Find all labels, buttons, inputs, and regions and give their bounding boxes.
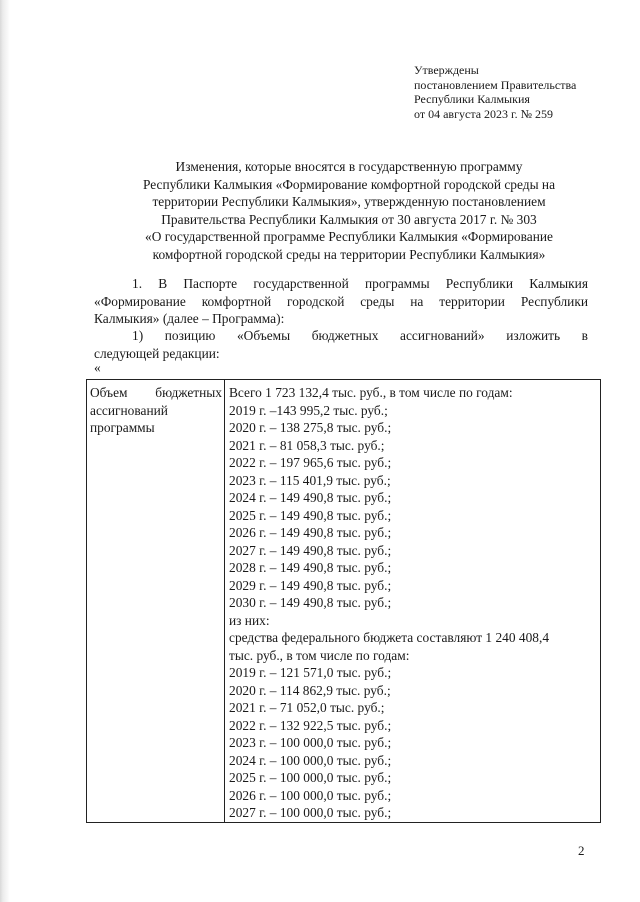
year-line: 2026 г. – 100 000,0 тыс. руб.; xyxy=(229,787,392,803)
year-line: 2022 г. – 197 965,6 тыс. руб.; xyxy=(229,455,392,470)
year-line: 2019 г. – 121 571,0 тыс. руб.; xyxy=(229,665,392,680)
approval-line: Утверждены xyxy=(414,63,479,77)
total-by-year-list xyxy=(229,402,598,612)
year-line: 2030 г. – 149 490,8 тыс. руб.; xyxy=(229,595,392,610)
of-which-line: из них: xyxy=(229,612,270,628)
paragraph-line: «Формирование комфортной городской среды на территории Республики xyxy=(94,293,588,309)
approval-stamp xyxy=(414,63,614,121)
approval-line: от 04 августа 2023 г. № 259 xyxy=(414,106,554,121)
paragraph-line: 1. В Паспорте государственной программы Республики Калмыкия xyxy=(132,276,588,291)
title-line: Республики Калмыкия «Формирование комфортной городской среды на xyxy=(142,176,556,192)
paragraph-line: Калмыкия» (далее – Программа): xyxy=(94,311,285,327)
paragraph-line: 1) позицию «Объемы бюджетных ассигнований» изложить в xyxy=(132,328,588,343)
title-line: комфортной городской среды на территории Республики Калмыкия» xyxy=(152,246,546,262)
section-1-paragraph xyxy=(94,275,588,328)
title-line: «О государственной программе Республики Калмыкия «Формирование xyxy=(145,229,553,245)
year-line: 2023 г. – 100 000,0 тыс. руб.; xyxy=(229,735,392,750)
year-line: 2029 г. – 149 490,8 тыс. руб.; xyxy=(229,577,392,593)
year-line: 2026 г. – 149 490,8 тыс. руб.; xyxy=(229,525,392,540)
document-title xyxy=(110,158,588,264)
budget-label-cell: Объем бюджетных ассигнований программы xyxy=(87,380,225,823)
federal-by-year-list xyxy=(229,664,598,822)
year-line: 2023 г. – 115 401,9 тыс. руб.; xyxy=(229,472,391,488)
scan-edge-shadow xyxy=(0,0,10,902)
year-line: 2022 г. – 132 922,5 тыс. руб.; xyxy=(229,717,392,733)
year-line: 2020 г. – 114 862,9 тыс. руб.; xyxy=(229,682,391,698)
year-line: 2024 г. – 100 000,0 тыс. руб.; xyxy=(229,752,392,768)
year-line: 2024 г. – 149 490,8 тыс. руб.; xyxy=(229,490,392,505)
year-line: 2027 г. – 100 000,0 тыс. руб.; xyxy=(229,805,392,820)
federal-line: средства федерального бюджета составляют 1 240 408,4 xyxy=(229,630,550,645)
year-line: 2021 г. – 71 052,0 тыс. руб.; xyxy=(229,700,385,715)
year-line: 2020 г. – 138 275,8 тыс. руб.; xyxy=(229,420,392,435)
title-line: территории Республики Калмыкия», утвержденную постановлением xyxy=(152,194,546,210)
budget-table xyxy=(86,379,601,823)
budget-value-cell xyxy=(225,380,601,823)
year-line: 2025 г. – 149 490,8 тыс. руб.; xyxy=(229,507,392,523)
year-line: 2021 г. – 81 058,3 тыс. руб.; xyxy=(229,437,385,453)
year-line: 2019 г. –143 995,2 тыс. руб.; xyxy=(229,402,388,418)
title-line: Правительства Республики Калмыкия от 30 августа 2017 г. № 303 xyxy=(161,211,537,227)
approval-line: постановлением Правительства xyxy=(414,77,577,92)
table-row xyxy=(87,380,601,823)
year-line: 2025 г. – 100 000,0 тыс. руб.; xyxy=(229,770,392,785)
year-line: 2027 г. – 149 490,8 тыс. руб.; xyxy=(229,542,392,558)
year-line: 2028 г. – 149 490,8 тыс. руб.; xyxy=(229,560,392,575)
title-line: Изменения, которые вносятся в государственную программу xyxy=(175,159,523,174)
item-1-paragraph xyxy=(94,327,588,362)
page-number: 2 xyxy=(578,843,585,858)
federal-line: тыс. руб., в том числе по годам: xyxy=(229,647,410,663)
opening-quote: « xyxy=(94,360,101,375)
total-line: Всего 1 723 132,4 тыс. руб., в том числе по годам: xyxy=(229,385,513,400)
paragraph-line: следующей редакции: xyxy=(94,345,220,361)
approval-line: Республики Калмыкия xyxy=(414,92,530,106)
